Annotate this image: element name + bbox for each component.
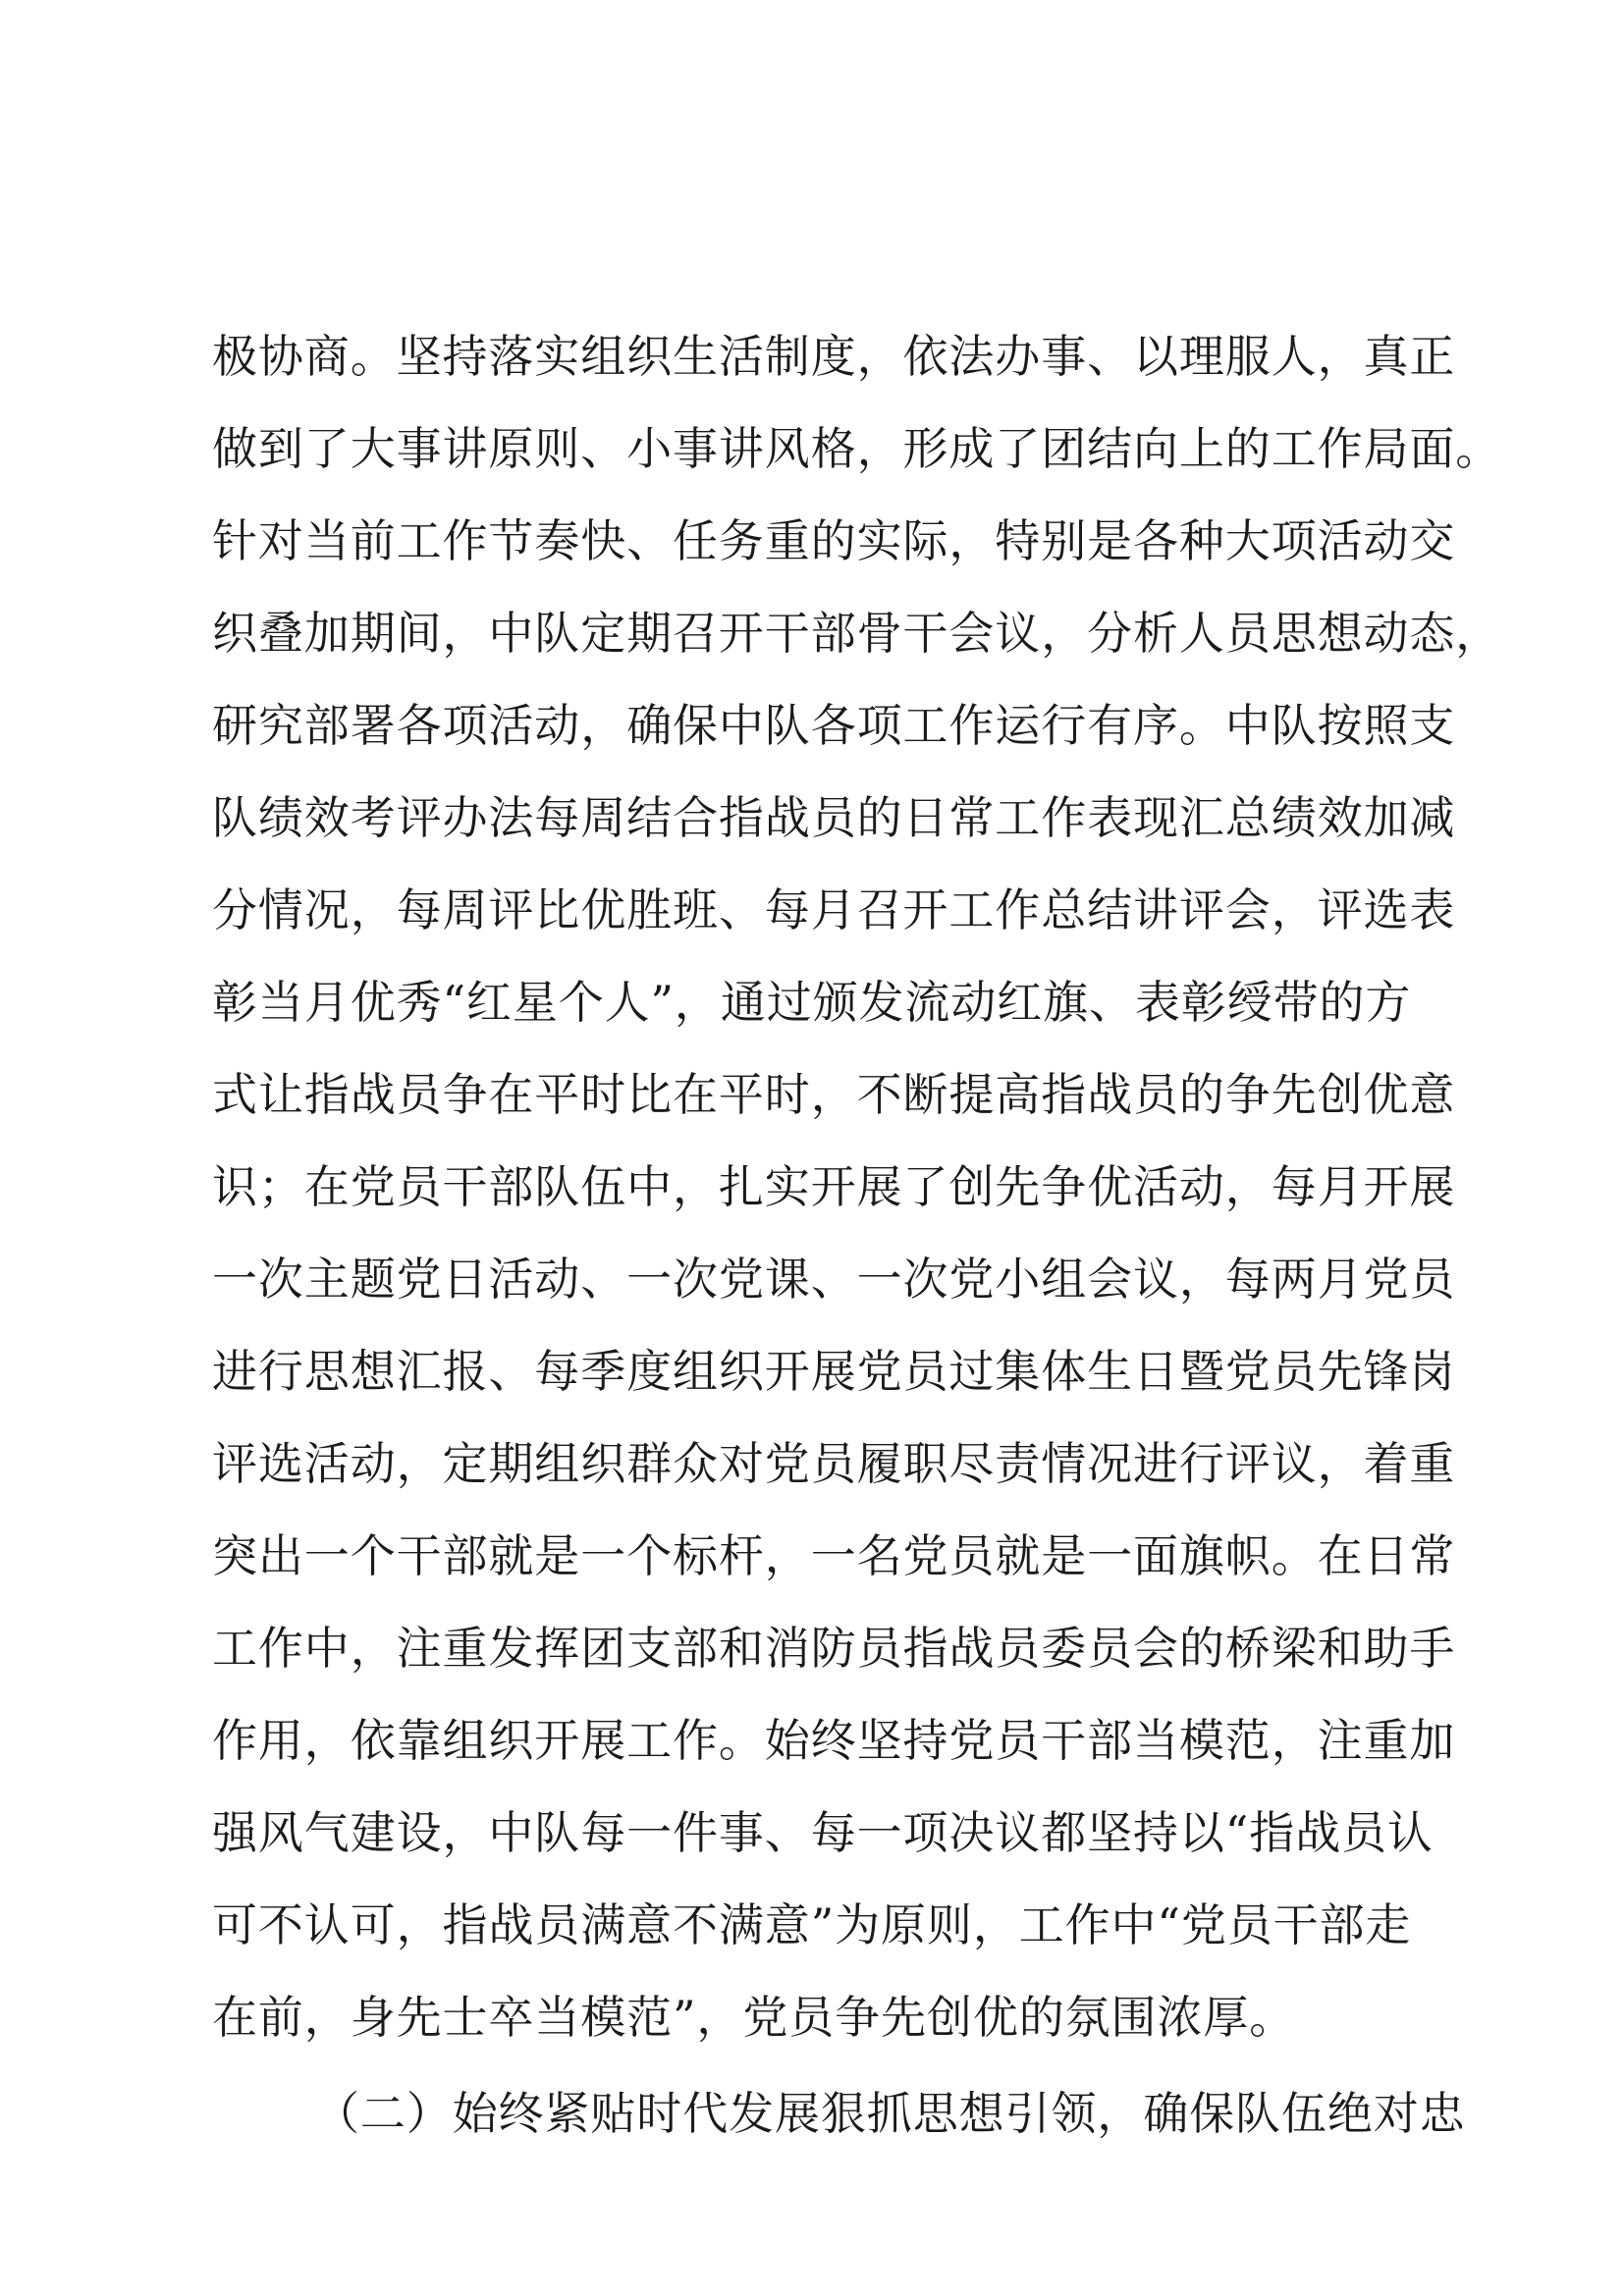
text-line: 作用，依靠组织开展工作。始终坚持党员干部当模范，注重加 xyxy=(212,1714,1456,1767)
text-line: 一次主题党日活动、一次党课、一次党小组会议，每两月党员 xyxy=(212,1253,1456,1306)
text-line: 队绩效考评办法每周结合指战员的日常工作表现汇总绩效加减 xyxy=(212,791,1456,844)
text-line: 突出一个干部就是一个标杆，一名党员就是一面旗帜。在日常 xyxy=(212,1529,1456,1582)
section-heading: （二）始终紧贴时代发展狠抓思想引领，确保队伍绝对忠 xyxy=(314,2087,1466,2140)
text-line: 在前，身先士卒当模范”，党员争先创优的氛围浓厚。 xyxy=(212,1991,1296,2044)
text-line: 识；在党员干部队伍中，扎实开展了创先争优活动，每月开展 xyxy=(212,1160,1456,1213)
text-line: 评选活动，定期组织群众对党员履职尽责情况进行评议，着重 xyxy=(212,1437,1456,1490)
text-line: 可不认可，指战员满意不满意”为原则，工作中“党员干部走 xyxy=(212,1898,1412,1951)
text-line: 做到了大事讲原则、小事讲风格，形成了团结向上的工作局面。 xyxy=(212,422,1502,475)
text-line: 针对当前工作节奏快、任务重的实际，特别是各种大项活动交 xyxy=(212,514,1456,567)
text-line: 强风气建设，中队每一件事、每一项决议都坚持以“指战员认 xyxy=(212,1806,1434,1859)
text-line: 式让指战员争在平时比在平时，不断提高指战员的争先创优意 xyxy=(212,1068,1456,1121)
text-line: 极协商。坚持落实组织生活制度，依法办事、以理服人，真正 xyxy=(212,330,1456,383)
text-line: 彰当月优秀“红星个人”，通过颁发流动红旗、表彰绶带的方 xyxy=(212,976,1412,1029)
text-line: 织叠加期间，中队定期召开干部骨干会议，分析人员思想动态， xyxy=(212,607,1502,660)
text-line: 分情况，每周评比优胜班、每月召开工作总结讲评会，评选表 xyxy=(212,883,1456,936)
body-text xyxy=(212,310,1502,2160)
text-line: 进行思想汇报、每季度组织开展党员过集体生日暨党员先锋岗 xyxy=(212,1345,1456,1398)
text-line: 研究部署各项活动，确保中队各项工作运行有序。中队按照支 xyxy=(212,699,1456,752)
text-line: 工作中，注重发挥团支部和消防员指战员委员会的桥梁和助手 xyxy=(212,1622,1456,1675)
